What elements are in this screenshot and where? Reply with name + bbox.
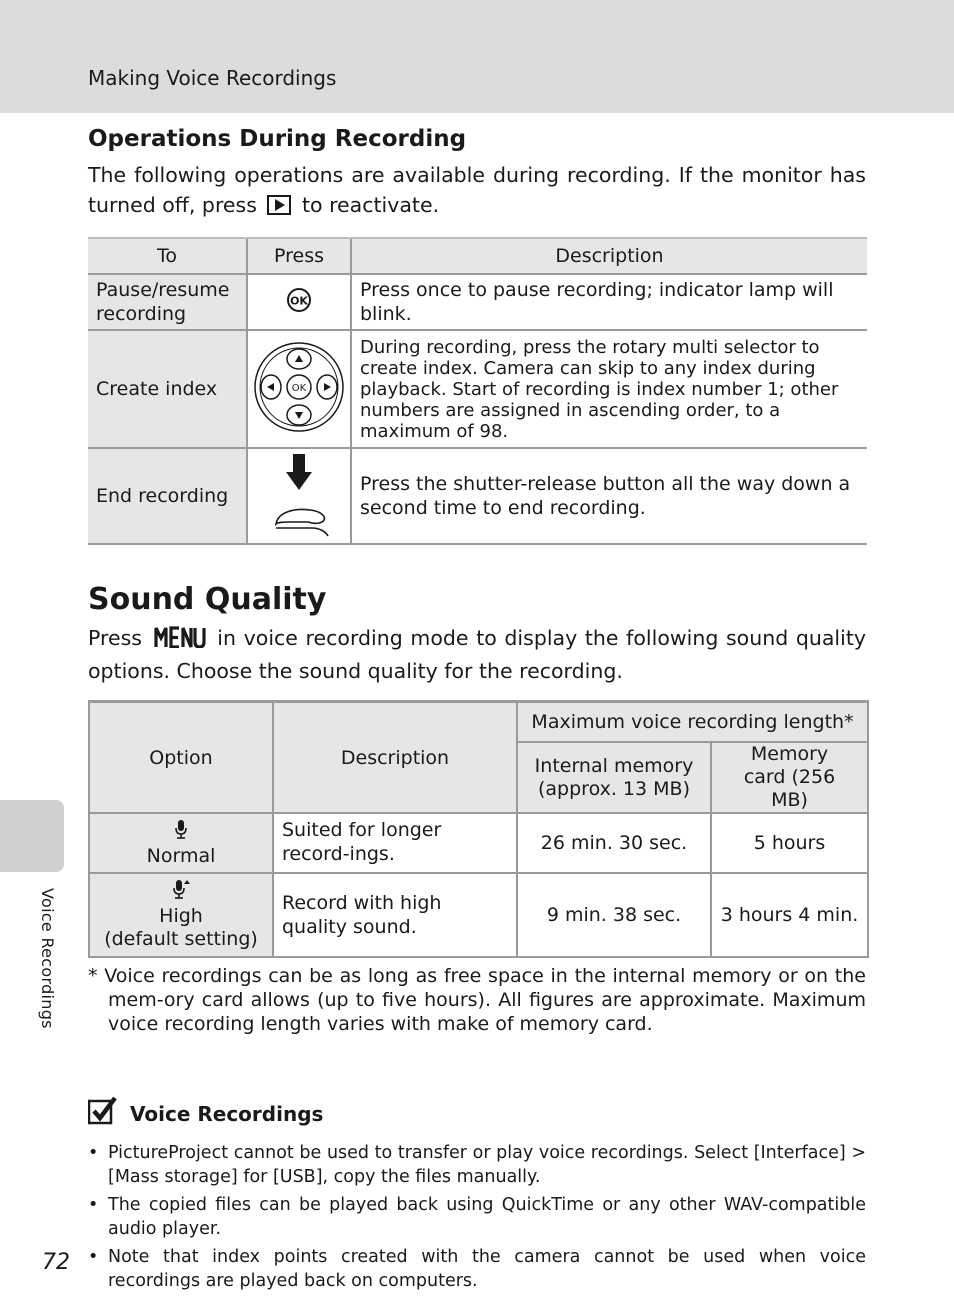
- internal-memory-length: 9 min. 38 sec.: [517, 873, 711, 957]
- row-action-label: End recording: [88, 448, 247, 544]
- section-heading-operations: Operations During Recording: [88, 126, 467, 152]
- operations-table: [88, 237, 867, 545]
- table-header-row: [88, 238, 867, 274]
- page-number: 72: [42, 1250, 70, 1275]
- table-header-row: [89, 702, 868, 743]
- microphone-icon: [91, 819, 271, 845]
- running-header: Making Voice Recordings: [88, 66, 337, 90]
- list-item: • The copied files can be played back using QuickTime or any other WAV-compatible audio player.: [88, 1193, 866, 1241]
- section-heading-sound-quality: Sound Quality: [88, 582, 327, 617]
- row-description: Press once to pause recording; indicator lamp will blink.: [351, 274, 867, 330]
- header-band: [0, 0, 954, 113]
- table-row: [89, 813, 868, 873]
- column-header-internal-memory: Internal memory (approx. 13 MB): [517, 742, 711, 813]
- sound-quality-intro: [88, 623, 866, 686]
- option-label: High: [159, 905, 203, 927]
- row-action-label: Create index: [88, 330, 247, 448]
- column-header-option: Option: [89, 702, 273, 814]
- column-header-description: Description: [351, 238, 867, 274]
- internal-memory-length: 26 min. 30 sec.: [517, 813, 711, 873]
- footnote: * Voice recordings can be as long as free space in the internal memory or on the mem-ory card allows (up to five hours). All figures are approximate. Maximum voice recording length varies with make of memory card.: [88, 965, 866, 1035]
- memory-card-length: 3 hours 4 min.: [711, 873, 868, 957]
- table-row: [88, 448, 867, 544]
- checkmark-note-icon: [88, 1096, 118, 1131]
- option-description: Suited for longer record-ings.: [273, 813, 517, 873]
- chapter-label: Voice Recordings: [38, 888, 57, 1029]
- sound-quality-intro-text-end: in voice recording mode to display the following sound quality options. Choose the sound quality for the recording.: [88, 626, 866, 683]
- column-header-max-length: Maximum voice recording length*: [517, 702, 868, 743]
- column-header-press: Press: [247, 238, 351, 274]
- table-row: [89, 873, 868, 957]
- table-row: [88, 330, 867, 448]
- microphone-high-icon: [91, 879, 271, 905]
- table-row: [88, 274, 867, 330]
- chapter-tab: [0, 800, 64, 872]
- operations-intro: [88, 160, 866, 223]
- note-list: [88, 1141, 866, 1293]
- playback-button-icon: [267, 193, 291, 223]
- menu-button-icon: [154, 626, 206, 656]
- note-heading-text: Voice Recordings: [130, 1101, 324, 1126]
- shutter-release-press-icon: [264, 521, 334, 543]
- option-label: Normal: [146, 844, 216, 867]
- row-action-label: Pause/resume recording: [88, 274, 247, 330]
- memory-card-length: 5 hours: [711, 813, 868, 873]
- option-description: Record with high quality sound.: [273, 873, 517, 957]
- list-item: • PictureProject cannot be used to transfer or play voice recordings. Select [Interface] > [Mass storage] for [USB], copy the files manually.: [88, 1141, 866, 1189]
- note-heading: [88, 1096, 866, 1131]
- row-description: During recording, press the rotary multi selector to create index. Camera can skip to any index during playback. Start of recording is index number 1; other numbers are assigned in ascending order, to a maximum of 98.: [351, 330, 867, 448]
- operations-intro-text: The following operations are available during recording. If the monitor has turned off, press: [88, 163, 866, 217]
- row-description: Press the shutter-release button all the way down a second time to end recording.: [351, 448, 867, 544]
- option-label-note: (default setting): [104, 928, 258, 950]
- column-header-to: To: [88, 238, 247, 274]
- svg-text:OK: OK: [291, 382, 307, 394]
- column-header-memory-card: Memory card (256 MB): [711, 742, 868, 813]
- list-item: • Note that index points created with the camera cannot be used when voice recordings are played back on computers.: [88, 1245, 866, 1293]
- ok-button-icon: [286, 296, 312, 318]
- page-content: [88, 122, 866, 1297]
- operations-intro-text-end: to reactivate.: [301, 193, 440, 217]
- column-header-description: Description: [273, 702, 517, 814]
- svg-text:OK: OK: [290, 294, 308, 307]
- sound-quality-intro-text: Press: [88, 626, 142, 650]
- rotary-multi-selector-icon: [251, 382, 347, 440]
- sound-quality-table: [88, 700, 869, 958]
